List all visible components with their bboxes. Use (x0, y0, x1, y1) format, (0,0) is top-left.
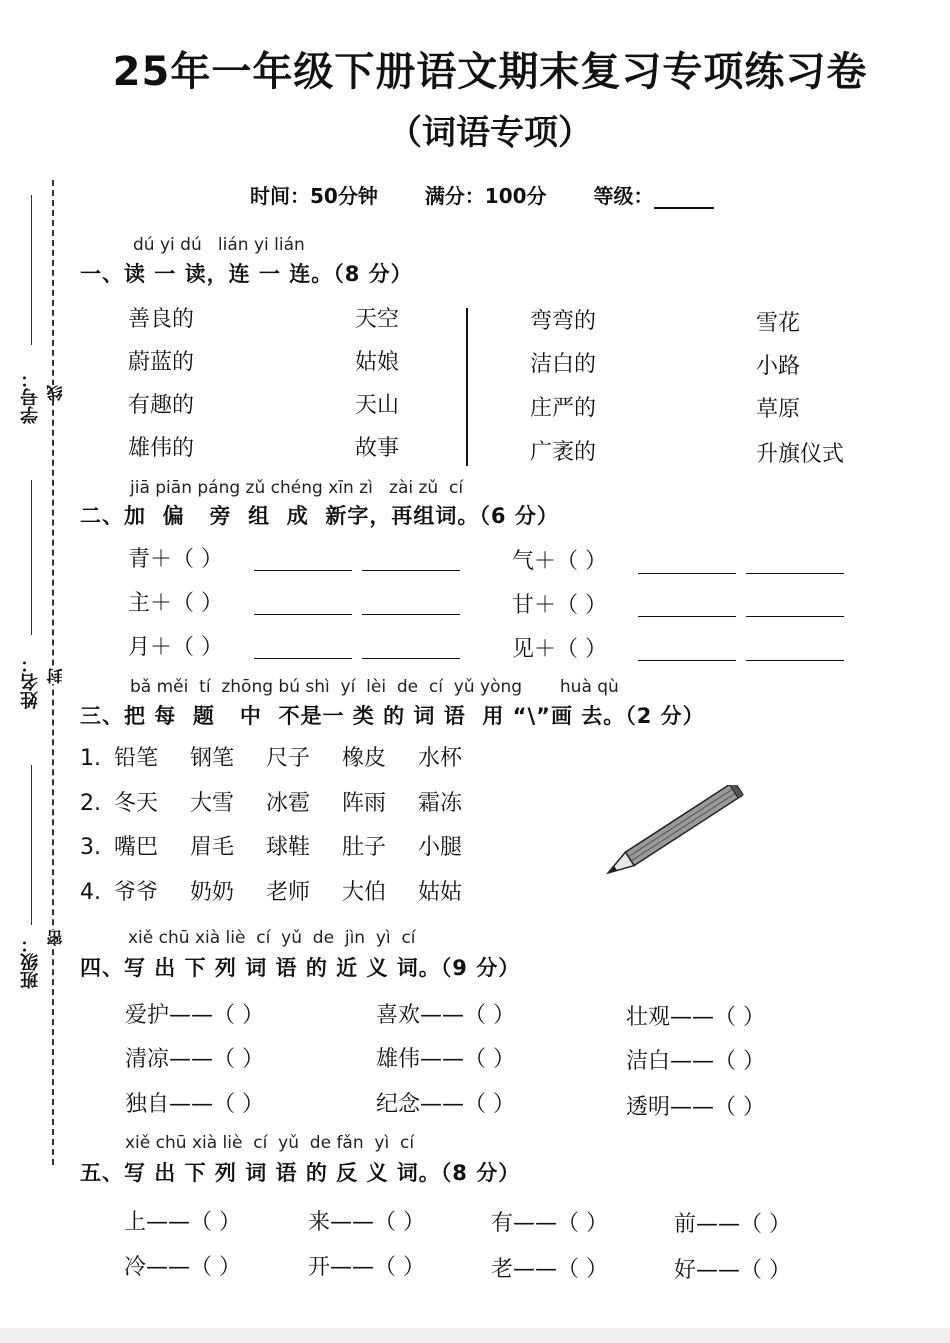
word-option[interactable]: 霜冻 (418, 791, 463, 816)
word-option[interactable]: 小腿 (418, 835, 463, 860)
exam-grade-label: 等级： (594, 184, 754, 208)
list-item[interactable]: 天空 (355, 307, 400, 332)
s4-title: 四、写 出 下 列 词 语 的 近 义 词。（9 分） (80, 956, 521, 980)
synonym-item[interactable]: 独自——（ ） (125, 1092, 264, 1117)
word-option[interactable]: 橡皮 (342, 746, 387, 771)
s5-title: 五、写 出 下 列 词 语 的 反 义 词。（8 分） (80, 1161, 521, 1185)
answer-blank[interactable] (362, 614, 460, 615)
synonym-item[interactable]: 洁白——（ ） (626, 1049, 765, 1074)
s3-pinyin: bǎ měi tí zhōng bú shì yí lèi de cí yǔ yòng huà qù (130, 677, 619, 697)
binding-char-xian: 线 (46, 385, 65, 401)
antonym-item[interactable]: 好——（ ） (674, 1258, 791, 1283)
synonym-item[interactable]: 透明——（ ） (626, 1095, 765, 1120)
answer-blank[interactable] (362, 570, 460, 571)
page-title: 25年一年级下册语文期末复习专项练习卷 (112, 49, 868, 95)
answer-blank[interactable] (362, 658, 460, 659)
student-name-label: 姓名： (20, 655, 41, 709)
word-option[interactable]: 爷爷 (114, 880, 159, 905)
answer-blank[interactable] (638, 573, 736, 574)
list-item[interactable]: 升旗仪式 (756, 442, 845, 467)
s4-pinyin: xiě chū xià liè cí yǔ de jìn yì cí (128, 928, 416, 948)
answer-blank[interactable] (746, 573, 844, 574)
synonym-item[interactable]: 清凉——（ ） (125, 1047, 264, 1072)
student-id-label: 学号： (20, 370, 41, 424)
exam-full-score: 满分：100分 (424, 184, 547, 208)
s3-title: 三、把 每 题 中 不是一 类 的 词 语 用 “\”画 去。（2 分） (80, 704, 705, 728)
list-item[interactable]: 庄严的 (530, 396, 597, 421)
answer-blank[interactable] (254, 658, 352, 659)
word-option[interactable]: 嘴巴 (114, 835, 159, 860)
word-option[interactable]: 尺子 (266, 746, 311, 771)
list-item[interactable]: 广袤的 (530, 440, 597, 465)
antonym-item[interactable]: 来——（ ） (308, 1210, 425, 1235)
list-item[interactable]: 有趣的 (128, 393, 195, 418)
pencil-icon (600, 785, 750, 880)
s3-row-num: 2. (80, 791, 101, 816)
student-name-line[interactable] (31, 480, 32, 635)
s3-row-num: 3. (80, 835, 101, 860)
antonym-item[interactable]: 前——（ ） (674, 1212, 791, 1237)
list-item[interactable]: 雄伟的 (128, 436, 195, 461)
list-item[interactable]: 小路 (756, 354, 801, 379)
word-option[interactable]: 眉毛 (190, 835, 235, 860)
word-option[interactable]: 阵雨 (342, 791, 387, 816)
list-item[interactable]: 弯弯的 (530, 309, 597, 334)
student-class-line[interactable] (31, 765, 32, 925)
s3-row-3 (80, 830, 462, 861)
word-option[interactable]: 奶奶 (190, 880, 235, 905)
antonym-item[interactable]: 有——（ ） (491, 1211, 608, 1236)
word-option[interactable]: 肚子 (342, 835, 387, 860)
s2-right-item[interactable]: 甘＋（ ） (512, 593, 607, 618)
s2-left-item[interactable]: 青＋（ ） (128, 547, 223, 572)
word-option[interactable]: 球鞋 (266, 835, 311, 860)
antonym-item[interactable]: 老——（ ） (491, 1257, 608, 1282)
answer-blank[interactable] (638, 616, 736, 617)
s1-pinyin: dú yi dú lián yi lián (133, 235, 305, 255)
word-option[interactable]: 冰雹 (266, 791, 311, 816)
s1-divider (466, 308, 468, 466)
s3-row-2 (80, 786, 462, 817)
exam-time: 时间：50分钟 (250, 184, 378, 208)
word-option[interactable]: 大雪 (190, 791, 235, 816)
word-option[interactable]: 大伯 (342, 880, 387, 905)
answer-blank[interactable] (746, 660, 844, 661)
list-item[interactable]: 蔚蓝的 (128, 350, 195, 375)
synonym-item[interactable]: 爱护——（ ） (125, 1003, 264, 1028)
answer-blank[interactable] (638, 660, 736, 661)
synonym-item[interactable]: 纪念——（ ） (376, 1092, 515, 1117)
list-item[interactable]: 故事 (355, 436, 400, 461)
exam-meta (250, 180, 794, 209)
synonym-item[interactable]: 壮观——（ ） (626, 1005, 765, 1030)
page-bottom-edge (0, 1328, 950, 1343)
list-item[interactable]: 善良的 (128, 307, 195, 332)
list-item[interactable]: 雪花 (756, 311, 801, 336)
list-item[interactable]: 洁白的 (530, 352, 597, 377)
word-option[interactable]: 水杯 (418, 746, 463, 771)
s3-row-4 (80, 875, 462, 906)
antonym-item[interactable]: 冷——（ ） (124, 1255, 241, 1280)
list-item[interactable]: 草原 (756, 397, 801, 422)
answer-blank[interactable] (254, 570, 352, 571)
word-option[interactable]: 冬天 (114, 791, 159, 816)
s3-row-num: 4. (80, 880, 101, 905)
word-option[interactable]: 铅笔 (114, 746, 159, 771)
synonym-item[interactable]: 雄伟——（ ） (376, 1047, 515, 1072)
s2-pinyin: jiā piān páng zǔ chéng xīn zì zài zǔ cí (130, 478, 464, 498)
s2-left-item[interactable]: 主＋（ ） (128, 591, 223, 616)
list-item[interactable]: 姑娘 (355, 350, 400, 375)
s2-right-item[interactable]: 见＋（ ） (512, 637, 607, 662)
synonym-item[interactable]: 喜欢——（ ） (376, 1003, 515, 1028)
word-option[interactable]: 钢笔 (190, 746, 235, 771)
page-subtitle: （词语专项） (388, 113, 592, 153)
word-option[interactable]: 姑姑 (418, 880, 463, 905)
answer-blank[interactable] (746, 616, 844, 617)
s2-title: 二、加 偏 旁 组 成 新字，再组词。（6 分） (80, 504, 559, 528)
answer-blank[interactable] (254, 614, 352, 615)
s2-left-item[interactable]: 月＋（ ） (128, 635, 223, 660)
binding-char-mi: 密 (46, 930, 65, 946)
s1-title: 一、读 一 读，连 一 连。（8 分） (80, 262, 413, 286)
word-option[interactable]: 老师 (266, 880, 311, 905)
s5-pinyin: xiě chū xià liè cí yǔ de fǎn yì cí (125, 1133, 415, 1153)
grade-blank[interactable] (654, 189, 714, 209)
s3-row-1 (80, 741, 462, 772)
s3-row-num: 1. (80, 746, 101, 771)
s2-right-item[interactable]: 气＋（ ） (512, 549, 607, 574)
student-id-line[interactable] (31, 195, 32, 345)
binding-char-feng: 封 (46, 668, 65, 684)
list-item[interactable]: 天山 (355, 393, 400, 418)
antonym-item[interactable]: 上——（ ） (124, 1210, 241, 1235)
antonym-item[interactable]: 开——（ ） (308, 1255, 425, 1280)
student-class-label: 班级： (20, 935, 41, 989)
